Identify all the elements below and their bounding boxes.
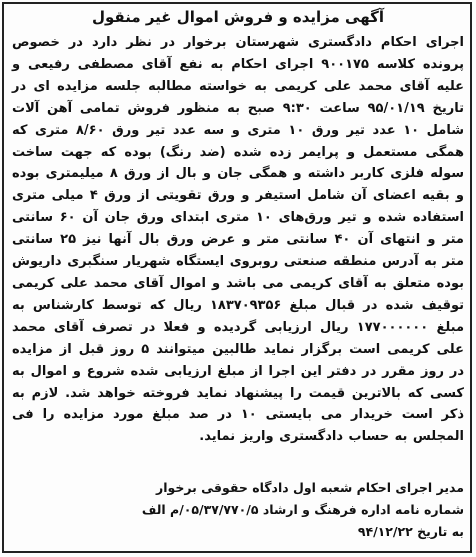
publish-date: به تاریخ ۹۴/۱۲/۲۲ <box>357 523 464 539</box>
notice-footer <box>12 477 464 543</box>
license-number: شماره نامه اداره فرهنگ و ارشاد ۰۵/۳۷/۷۷۰/۵/م الف <box>141 501 464 517</box>
notice-title: آگهی مزایده و فروش اموال غیر منقول <box>91 8 384 26</box>
notice-body: اجرای احکام دادگستری شهرستان برخوار در نظر دارد در خصوص پرونده کلاسه ۹۰۰۱۷۵ اجرای احکام به نفع آقای مصطفی رفیعی و علیه آقای محمد علی کریمی به خواسته مطالبه جلسه مزایده ای در تاریخ ۹۵/۰۱/۱۹ ساعت ۹:۳۰ صبح به منظور فروش تمامی آهن آلات شامل ۱۰ عدد تیر ورق ۱۰ متری و سه عدد تیر ورق ۸/۶۰ متری که همگی مستعمل و پرایمر زده شده (ضد رنگ) بوده که جهت ساخت سوله فلزی کاربر داشته و همگی جان و بال از ورق ۸ میلیمتری بوده و بقیه اعضای آن شامل استیفر و ورق تقویتی از ورق ۴ میلی متری استفاده شده و تیر ورق‌های ۱۰ متری ابتدای ورق جان آن ۶۰ سانتی متر و انتهای آن ۴۰ سانتی متر و عرض ورق بال آنها نیز ۲۵ سانتی متر به آدرس منطقه صنعتی روبروی ایستگاه شهریار سنگبری داریوش بوده متعلق به آقای کریمی می باشد و اموال آقای محمد علی کریمی توقیف شده در قبال مبلغ ۱۸۳۷۰۹۳۵۶ ریال که توسط کارشناس به مبلغ ۱۷۷۰۰۰۰۰۰ ریال ارزیابی گردیده و فعلا در تصرف آقای محمد علی کریمی است برگزار نماید طالبین میتوانند ۵ روز قبل از مزایده در روز مقرر در دفتر این اجرا از مبلغ ارزیابی شده شروع و اموال به کسی که بالاترین قیمت را پیشنهاد نماید فروخته خواهد شد. لازم به ذکر است خریدار می بایستی ۱۰ در صد مبلغ مورد مزایده را فی المجلس به حساب دادگستری واریز نماید. <box>12 35 465 445</box>
signature-line: مدیر اجرای احکام شعبه اول دادگاه حقوقی برخوار <box>156 480 464 495</box>
